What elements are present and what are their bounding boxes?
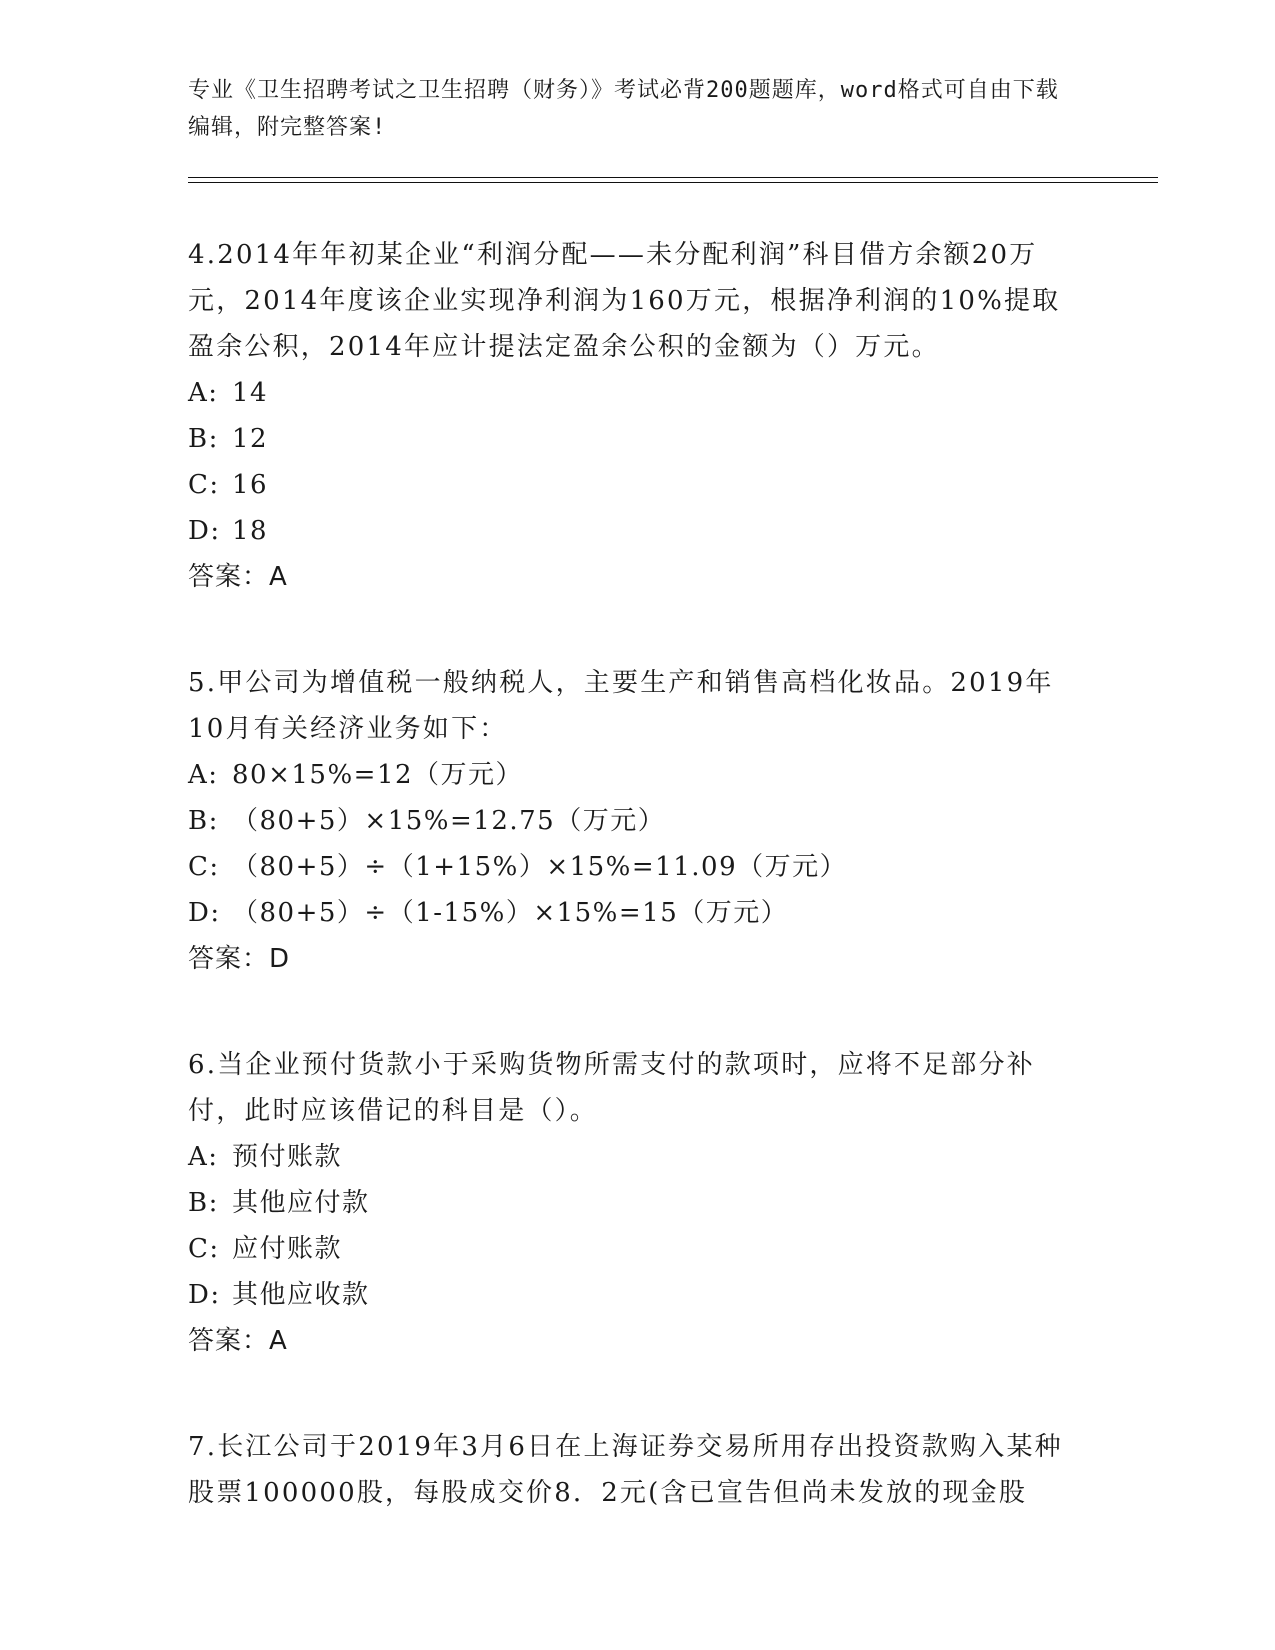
option-label: C: [188, 1234, 220, 1264]
option-b [188, 416, 1088, 462]
option-text: 12 [232, 424, 269, 454]
option-label: B: [188, 424, 219, 454]
question-7 [188, 1424, 1088, 1516]
option-label: D: [188, 898, 221, 928]
option-label: A: [188, 378, 219, 408]
option-label: A: [188, 760, 219, 790]
option-text: 18 [232, 516, 269, 546]
question-text: 7.长江公司于2019年3月6日在上海证券交易所用存出投资款购入某种股票100000股，每股成交价8．2元(含已宣告但尚未发放的现金股 [188, 1432, 1063, 1508]
option-c [188, 844, 1088, 890]
option-d [188, 890, 1088, 936]
question-list [188, 232, 1088, 1576]
header-rule-top [188, 177, 1158, 178]
option-a [188, 1134, 1088, 1180]
option-text: 14 [232, 378, 269, 408]
option-label: C: [188, 470, 220, 500]
option-text: 应付账款 [232, 1234, 343, 1264]
question-4 [188, 232, 1088, 600]
option-c [188, 1226, 1088, 1272]
option-d [188, 1272, 1088, 1318]
option-text: （80+5）÷（1+15%）×15%=11.09（万元） [232, 852, 848, 882]
option-text: 预付账款 [232, 1142, 343, 1172]
option-label: D: [188, 516, 221, 546]
question-text: 6.当企业预付货款小于采购货物所需支付的款项时，应将不足部分补付，此时应该借记的科目是（）。 [188, 1050, 1036, 1126]
option-b [188, 798, 1088, 844]
question-text: 4.2014年年初某企业“利润分配——未分配利润”科目借方余额20万元，2014年度该企业实现净利润为160万元，根据净利润的10%提取盈余公积，2014年应计提法定盈余公积的金额为（）万元。 [188, 240, 1061, 362]
option-text: 16 [232, 470, 269, 500]
document-header [188, 72, 1078, 146]
option-text: 80×15%=12（万元） [232, 760, 524, 790]
header-rule-bottom [188, 182, 1158, 183]
option-text: 其他应收款 [232, 1280, 370, 1310]
option-label: B: [188, 1188, 219, 1218]
option-text: 其他应付款 [232, 1188, 370, 1218]
answer: 答案：D [188, 944, 291, 974]
option-d [188, 508, 1088, 554]
option-a [188, 370, 1088, 416]
option-label: B: [188, 806, 219, 836]
option-b [188, 1180, 1088, 1226]
question-text: 5.甲公司为增值税一般纳税人，主要生产和销售高档化妆品。2019年10月有关经济业务如下： [188, 668, 1054, 744]
question-5 [188, 660, 1088, 982]
question-6 [188, 1042, 1088, 1364]
option-a [188, 752, 1088, 798]
option-label: A: [188, 1142, 219, 1172]
option-text: （80+5）÷（1-15%）×15%=15（万元） [232, 898, 789, 928]
header-text: 专业《卫生招聘考试之卫生招聘（财务）》考试必背200题题库，word格式可自由下载编辑，附完整答案! [188, 78, 1059, 140]
option-label: C: [188, 852, 220, 882]
option-c [188, 462, 1088, 508]
answer: 答案：A [188, 1326, 288, 1356]
answer: 答案：A [188, 562, 288, 592]
option-label: D: [188, 1280, 221, 1310]
option-text: （80+5）×15%=12.75（万元） [232, 806, 666, 836]
